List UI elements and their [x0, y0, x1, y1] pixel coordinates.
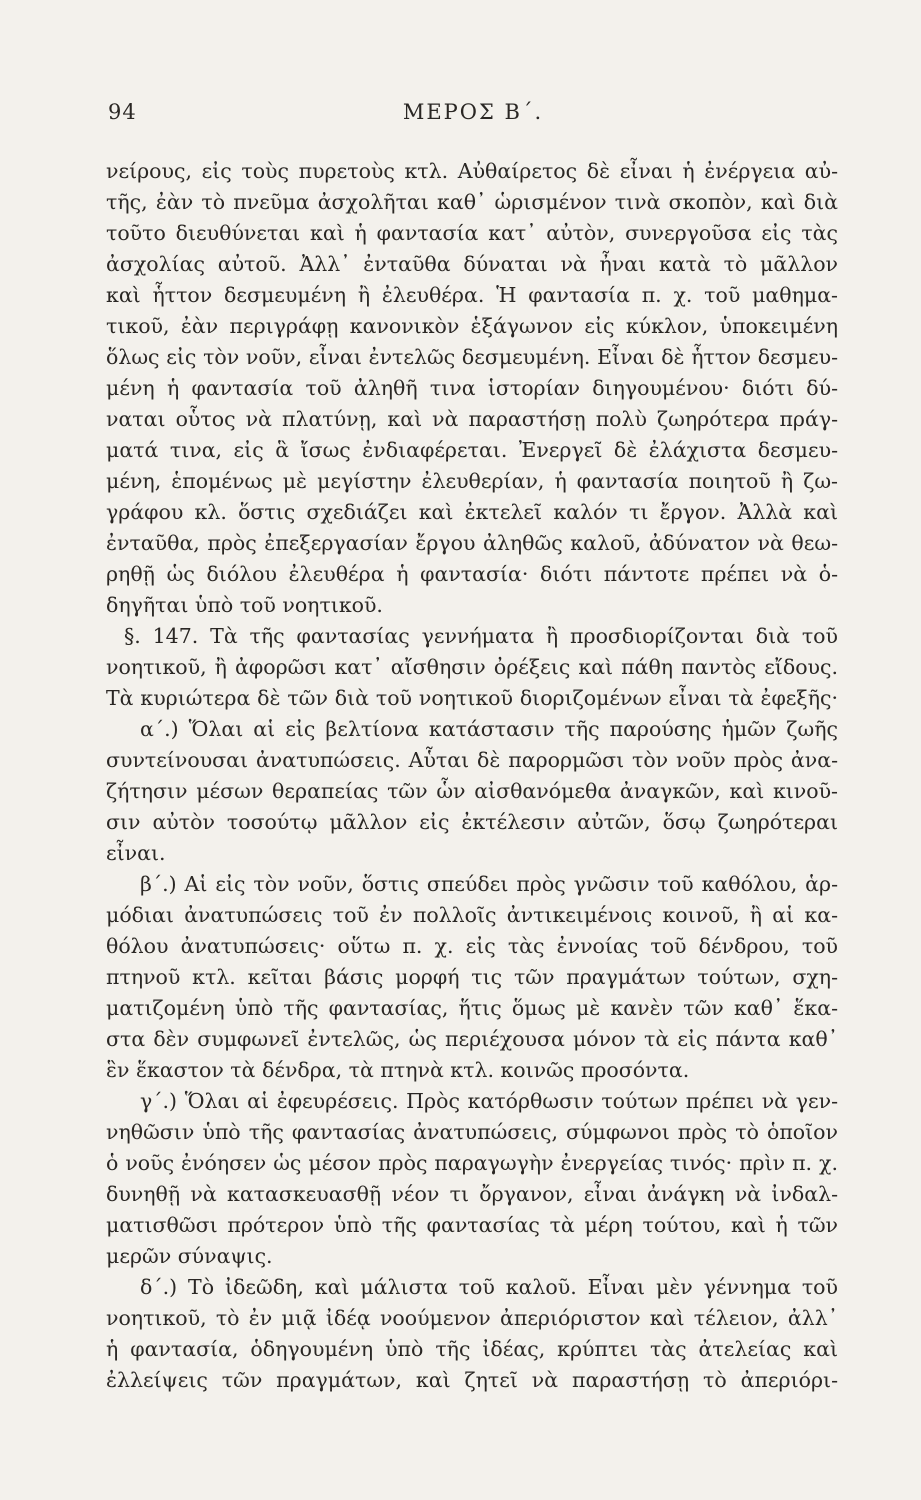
text-line: μένη ἡ φαντασία τοῦ ἀληθῆ τινα ἱστορίαν διηγουμένου· διότι δύ-	[106, 376, 838, 400]
running-head	[108, 100, 838, 130]
page-number: 94	[108, 100, 137, 124]
text-line: νοητικοῦ, ἢ ἀφορῶσι κατ᾽ αἴσθησιν ὀρέξεις καὶ πάθη παντὸς εἴδους.	[106, 655, 838, 679]
text-line: ματά τινα, εἰς ἃ ἴσως ἐνδιαφέρεται. Ἐνεργεῖ δὲ ἐλάχιστα δεσμευ-	[106, 438, 838, 462]
body-text	[106, 156, 838, 1396]
text-line: νηθῶσιν ὑπὸ τῆς φαντασίας ἀνατυπώσεις, σύμφωνοι πρὸς τὸ ὁποῖον	[106, 1120, 838, 1144]
text-line: ὁ νοῦς ἐνόησεν ὡς μέσον πρὸς παραγωγὴν ἐνεργείας τινός· πρὶν π. χ.	[106, 1151, 838, 1175]
text-line: σιν αὐτὸν τοσούτῳ μᾶλλον εἰς ἐκτέλεσιν αὐτῶν, ὅσῳ ζωηρότεραι	[106, 810, 838, 834]
text-line: στα δὲν συμφωνεῖ ἐντελῶς, ὡς περιέχουσα μόνον τὰ εἰς πάντα καθ᾽	[106, 1027, 838, 1051]
text-line: νοητικοῦ, τὸ ἐν μιᾷ ἰδέᾳ νοούμενον ἀπεριόριστον καὶ τέλειον, ἀλλ᾽	[106, 1306, 838, 1330]
text-line: γράφου κλ. ὅστις σχεδιάζει καὶ ἐκτελεῖ καλόν τι ἔργον. Ἀλλὰ καὶ	[106, 500, 838, 524]
text-line: ἀσχολίας αὐτοῦ. Ἀλλ᾽ ἐνταῦθα δύναται νὰ ἦναι κατὰ τὸ μᾶλλον	[106, 252, 838, 276]
text-line: μερῶν σύναψις.	[106, 1244, 273, 1268]
text-line: τικοῦ, ἐὰν περιγράφῃ κανονικὸν ἑξάγωνον εἰς κύκλον, ὑποκειμένη	[106, 314, 838, 338]
text-line: καὶ ἧττον δεσμευμένη ἢ ἐλευθέρα. Ἡ φαντασία π. χ. τοῦ μαθημα-	[106, 283, 838, 307]
text-line: τοῦτο διευθύνεται καὶ ἡ φαντασία κατ᾽ αὐτὸν, συνεργοῦσα εἰς τὰς	[106, 221, 838, 245]
text-line: δηγῆται ὑπὸ τοῦ νοητικοῦ.	[106, 593, 383, 617]
text-line: ζήτησιν μέσων θεραπείας τῶν ὧν αἰσθανόμεθα ἀναγκῶν, καὶ κινοῦ-	[106, 779, 838, 803]
text-line: πτηνοῦ κτλ. κεῖται βάσις μορφή τις τῶν πραγμάτων τούτων, σχη-	[106, 965, 838, 989]
text-line: Τὰ κυριώτερα δὲ τῶν διὰ τοῦ νοητικοῦ διοριζομένων εἶναι τὰ ἐφεξῆς·	[106, 686, 838, 710]
section-title: ΜΕΡΟΣ Β΄.	[402, 100, 544, 124]
section-147-start: §. 147. Τὰ τῆς φαντασίας γεννήματα ἢ προσδιορίζονται διὰ τοῦ	[124, 624, 838, 648]
text-line: θόλου ἀνατυπώσεις· οὕτω π. χ. εἰς τὰς ἐννοίας τοῦ δένδρου, τοῦ	[106, 934, 838, 958]
text-line: συντείνουσαι ἀνατυπώσεις. Αὗται δὲ παρορμῶσι τὸν νοῦν πρὸς ἀνα-	[106, 748, 838, 772]
text-line: ματισθῶσι πρότερον ὑπὸ τῆς φαντασίας τὰ μέρη τούτου, καὶ ἡ τῶν	[106, 1213, 838, 1237]
item-gamma-start: γ΄.) Ὅλαι αἱ ἐφευρέσεις. Πρὸς κατόρθωσιν τούτων πρέπει νὰ γεν-	[140, 1089, 838, 1113]
item-alpha-start: α΄.) Ὅλαι αἱ εἰς βελτίονα κατάστασιν τῆς παρούσης ἡμῶν ζωῆς	[140, 717, 838, 741]
text-line: μένη, ἑπομένως μὲ μεγίστην ἐλευθερίαν, ἡ φαντασία ποιητοῦ ἢ ζω-	[106, 469, 838, 493]
text-line: ἓν ἕκαστον τὰ δένδρα, τὰ πτηνὰ κτλ. κοινῶς προσόντα.	[106, 1058, 690, 1082]
text-line: δυνηθῇ νὰ κατασκευασθῇ νέον τι ὄργανον, εἶναι ἀνάγκη νὰ ἰνδαλ-	[106, 1182, 838, 1206]
text-line: ναται οὗτος νὰ πλατύνῃ, καὶ νὰ παραστήσῃ πολὺ ζωηρότερα πράγ-	[106, 407, 838, 431]
text-line: μόδιαι ἀνατυπώσεις τοῦ ἐν πολλοῖς ἀντικειμένοις κοινοῦ, ἢ αἱ κα-	[106, 903, 838, 927]
text-line: ἡ φαντασία, ὁδηγουμένη ὑπὸ τῆς ἰδέας, κρύπτει τὰς ἀτελείας καὶ	[106, 1337, 838, 1361]
text-line: ρηθῇ ὡς διόλου ἐλευθέρα ἡ φαντασία· διότι πάντοτε πρέπει νὰ ὁ-	[106, 562, 838, 586]
item-beta-start: β΄.) Αἱ εἰς τὸν νοῦν, ὅστις σπεύδει πρὸς γνῶσιν τοῦ καθόλου, ἁρ-	[140, 872, 838, 896]
text-line: εἶναι.	[106, 841, 166, 865]
text-line: ματιζομένη ὑπὸ τῆς φαντασίας, ἥτις ὅμως μὲ κανὲν τῶν καθ᾽ ἕκα-	[106, 996, 838, 1020]
text-line: ἐνταῦθα, πρὸς ἐπεξεργασίαν ἔργου ἀληθῶς καλοῦ, ἀδύνατον νὰ θεω-	[106, 531, 838, 555]
item-delta-start: δ΄.) Τὸ ἰδεῶδη, καὶ μάλιστα τοῦ καλοῦ. Εἶναι μὲν γέννημα τοῦ	[140, 1275, 838, 1299]
text-line: νείρους, εἰς τοὺς πυρετοὺς κτλ. Αὐθαίρετος δὲ εἶναι ἡ ἐνέργεια αὐ-	[106, 159, 838, 183]
text-line: ἐλλείψεις τῶν πραγμάτων, καὶ ζητεῖ νὰ παραστήσῃ τὸ ἀπεριόρι-	[106, 1368, 838, 1392]
text-line: τῆς, ἐὰν τὸ πνεῦμα ἀσχολῆται καθ᾽ ὡρισμένον τινὰ σκοπὸν, καὶ διὰ	[106, 190, 838, 214]
text-line: ὅλως εἰς τὸν νοῦν, εἶναι ἐντελῶς δεσμευμένη. Εἶναι δὲ ἧττον δεσμευ-	[106, 345, 838, 369]
